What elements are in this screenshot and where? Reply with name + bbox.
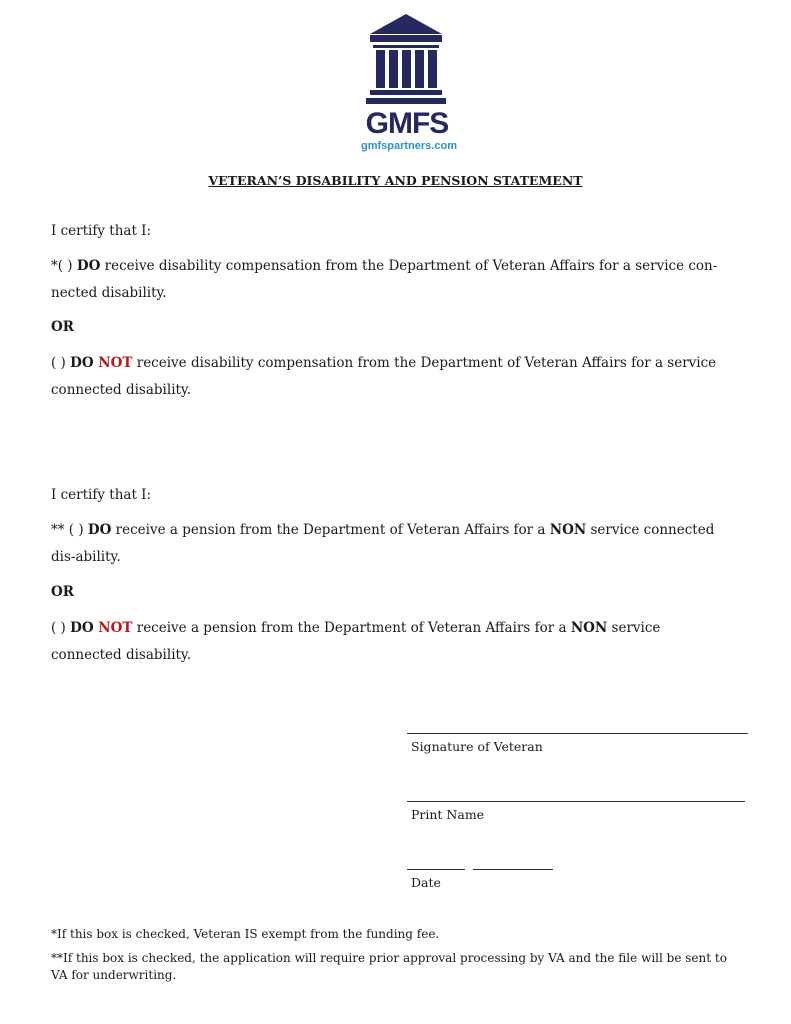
option-text: receive a pension from the Department of Veteran Affairs for a [132,620,571,636]
logo-url: gmfspartners.com [361,140,457,152]
pension-do-not-option [51,615,731,669]
do-keyword: DO [70,620,99,636]
or-separator-1: OR [51,319,74,335]
checkbox-prefix[interactable]: ** ( ) [51,522,88,538]
company-logo [361,14,457,154]
footnote-1: *If this box is checked, Veteran IS exempt from the funding fee. [51,927,440,941]
option-text: receive disability compensation from the Department of Veteran Affairs for a service connected disability. [51,355,717,398]
document-title: VETERAN’S DISABILITY AND PENSION STATEMENT [208,173,583,188]
logo-wordmark: GMFS [365,107,449,140]
do-keyword: DO [70,355,99,371]
checkbox-prefix[interactable]: ( ) [51,620,71,636]
do-keyword: DO [76,258,101,274]
footnote-2: **If this box is checked, the application will require prior approval processing by VA and the file will be sent to VA for underwriting. [51,951,727,982]
pension-do-option [51,517,731,571]
option-text: service connected disability. [51,620,661,663]
checkbox-prefix[interactable]: *( ) [51,258,77,274]
date-line-part-2[interactable] [473,869,553,870]
disability-do-option [51,253,731,307]
date-label: Date [411,875,441,890]
disability-do-not-option [51,350,731,404]
print-name-label: Print Name [411,807,485,822]
signature-label: Signature of Veteran [411,739,543,754]
non-keyword: NON [549,522,587,538]
date-line-part-1[interactable] [407,869,465,870]
certify-statement-2: I certify that I: [51,487,152,503]
signature-line[interactable] [407,733,748,734]
print-name-line[interactable] [407,801,745,802]
do-keyword: DO [87,522,112,538]
building-columns-icon [364,14,448,106]
not-keyword: NOT [98,620,133,636]
option-text: service connected dis-ability. [51,522,715,565]
option-text: receive disability compensation from the Department of Veteran Affairs for a service con-nected disability. [51,258,718,301]
or-separator-2: OR [51,584,74,600]
certify-statement-1: I certify that I: [51,223,152,239]
checkbox-prefix[interactable]: ( ) [51,355,71,371]
not-keyword: NOT [98,355,133,371]
non-keyword: NON [570,620,608,636]
option-text: receive a pension from the Department of Veteran Affairs for a [111,522,550,538]
